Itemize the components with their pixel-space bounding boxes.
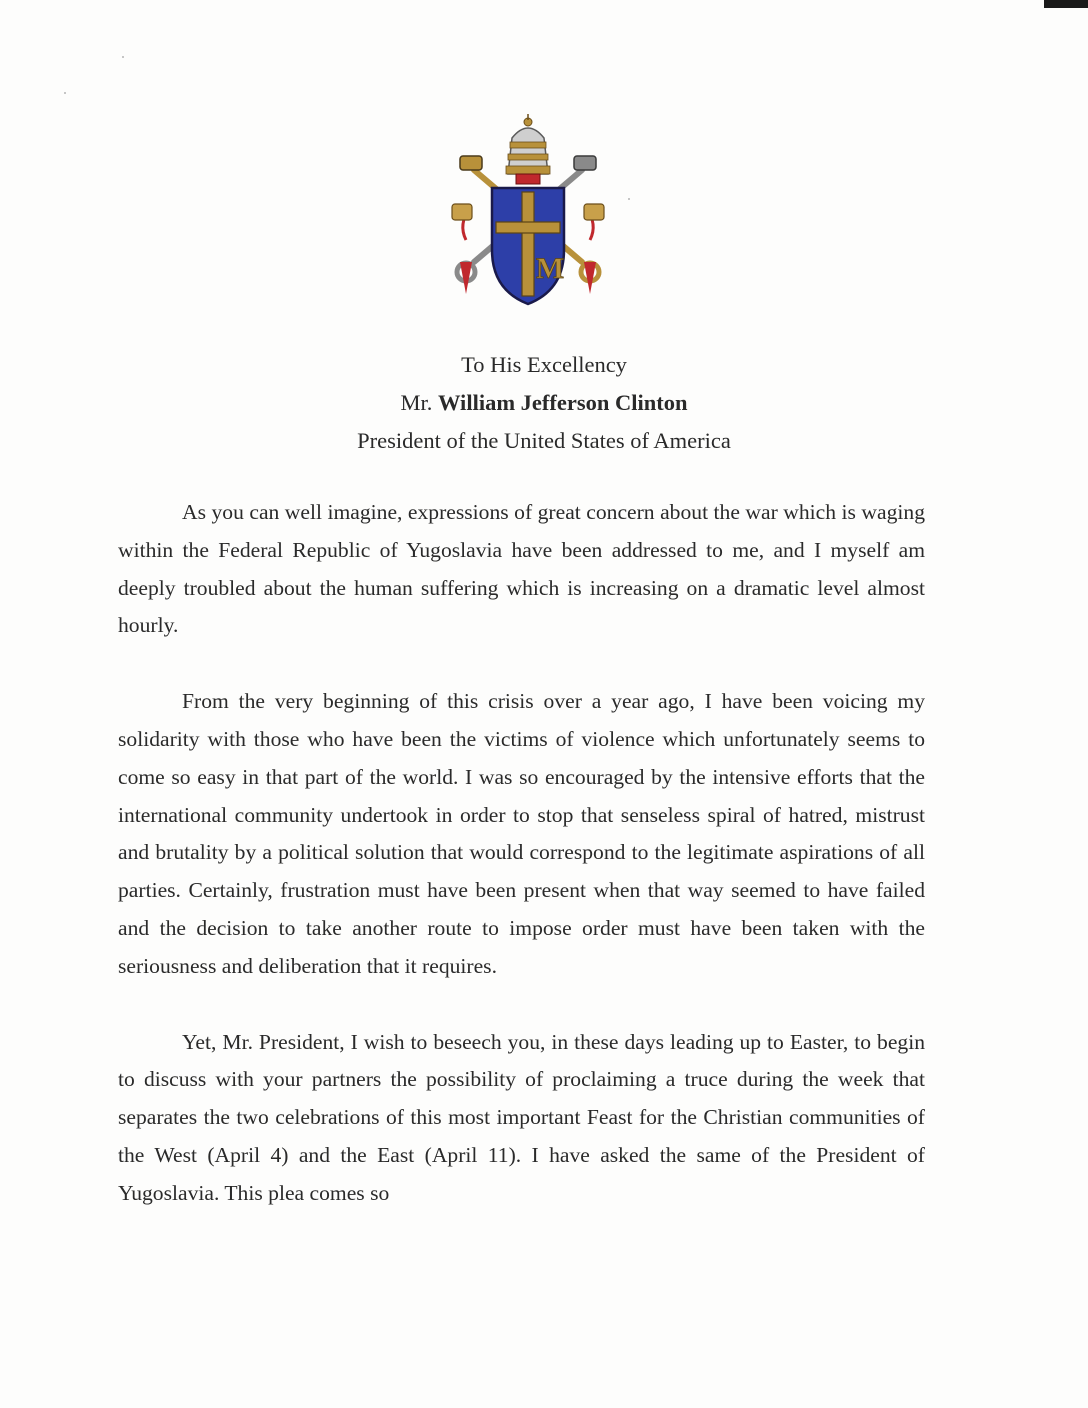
blue-shield-icon — [492, 188, 564, 304]
salutation-line: To His Excellency — [461, 352, 627, 377]
letter-body — [118, 494, 925, 1213]
letter-paragraph: Yet, Mr. President, I wish to beseech you, in these days leading up to Easter, to begin to discuss with your partners the possibility of proclaiming a truce during the week that separates the two celebrations of this most important Feast for the Christian communities of the West (April 4) and the East (April 11). I have asked the same of the President of Yugoslavia. This plea comes so — [118, 1029, 925, 1205]
crest-letter-m: M — [535, 252, 565, 285]
recipient-name-line — [0, 384, 1088, 422]
recipient-prefix: Mr. — [400, 390, 433, 415]
letter-paragraph: As you can well imagine, expressions of great concern about the war which is waging within the Federal Republic of Yugoslavia have been addressed to me, and I myself am deeply troubled about the human suffering which is increasing on a dramatic level almost hourly. — [118, 500, 925, 638]
papal-tiara-icon — [506, 114, 550, 184]
scan-edge-mark — [1044, 0, 1088, 8]
scan-speck — [122, 56, 124, 58]
recipient-address — [0, 346, 1088, 460]
letter-paragraph: From the very beginning of this crisis over a year ago, I have been voicing my solidarity with those who have been the victims of violence which unfortunately seems to come so easy in that part of the world. I was so encouraged by the intensive efforts that the international community undertook in order to stop that senseless spiral of hatred, mistrust and brutality by a political solution that would correspond to the legitimate aspirations of all parties. Certainly, frustration must have been present when that way seemed to have failed and the decision to take another route to impose order must have been taken with the seriousness and deliberation that it requires. — [118, 689, 925, 978]
scan-speck — [64, 92, 66, 94]
scan-speck — [628, 198, 630, 200]
recipient-title: President of the United States of America — [357, 428, 731, 453]
papal-coat-of-arms-icon — [436, 112, 620, 308]
recipient-name: William Jefferson Clinton — [437, 390, 688, 415]
